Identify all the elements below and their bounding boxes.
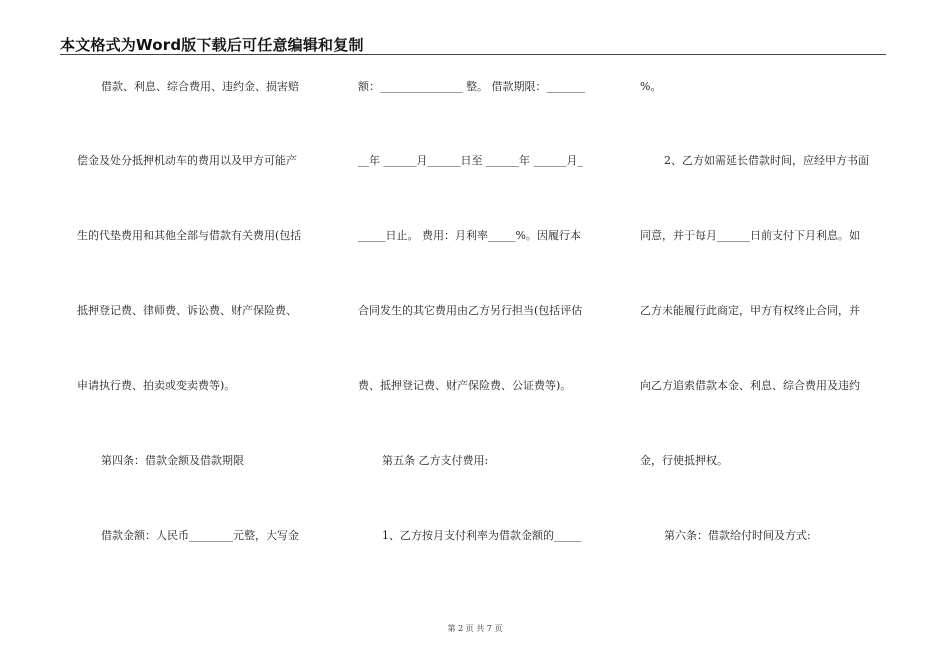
text-line: 费、抵押登记费、财产保险费、公证费等)。 [358,379,572,392]
text-line: 生的代垫费用和其他全部与借款有关费用(包括 [77,229,302,242]
text-line: 偿金及处分抵押机动车的费用以及甲方可能产 [77,154,297,167]
text-line: 借款、利息、综合费用、违约金、损害赔 [101,80,299,93]
page-number: 第 2 页 共 7 页 [447,624,503,633]
text-line: %。 [640,80,662,93]
text-line: 1、乙方按月支付利率为借款金额的_____ [382,529,582,542]
text-line: 2、乙方如需延长借款时间，应经甲方书面 [664,154,869,167]
text-line: _____日止。 费用：月利率_____%。因履行本 [358,229,581,242]
text-line: 合同发生的其它费用由乙方另行担当(包括评估 [358,304,583,317]
section-heading: 第六条：借款给付时间及方式: [664,529,811,542]
text-line: 向乙方追索借款本金、利息、综合费用及违约 [640,379,860,392]
text-line: 借款金额：人民币________元整，大写金 [101,529,299,542]
text-line: 额：_______________ 整。 借款期限：_______ [358,80,585,93]
section-heading: 第五条 乙方支付费用: [382,454,489,467]
text-line: 同意，并于每月______日前支付下月利息。如 [640,229,860,242]
header-divider [60,54,886,55]
text-line: 金，行使抵押权。 [640,454,728,467]
section-heading: 第四条：借款金额及借款期限 [101,454,244,467]
text-line: 抵押登记费、律师费、诉讼费、财产保险费、 [77,304,297,317]
document-header-title: 本文格式为Word版下载后可任意编辑和复制 [60,36,364,54]
text-line: 乙方未能履行此商定，甲方有权终止合同，并 [640,304,860,317]
text-line: __年 ______月______日至 ______年 ______月_ [358,154,583,167]
text-line: 申请执行费、拍卖或变卖费等)。 [77,379,236,392]
